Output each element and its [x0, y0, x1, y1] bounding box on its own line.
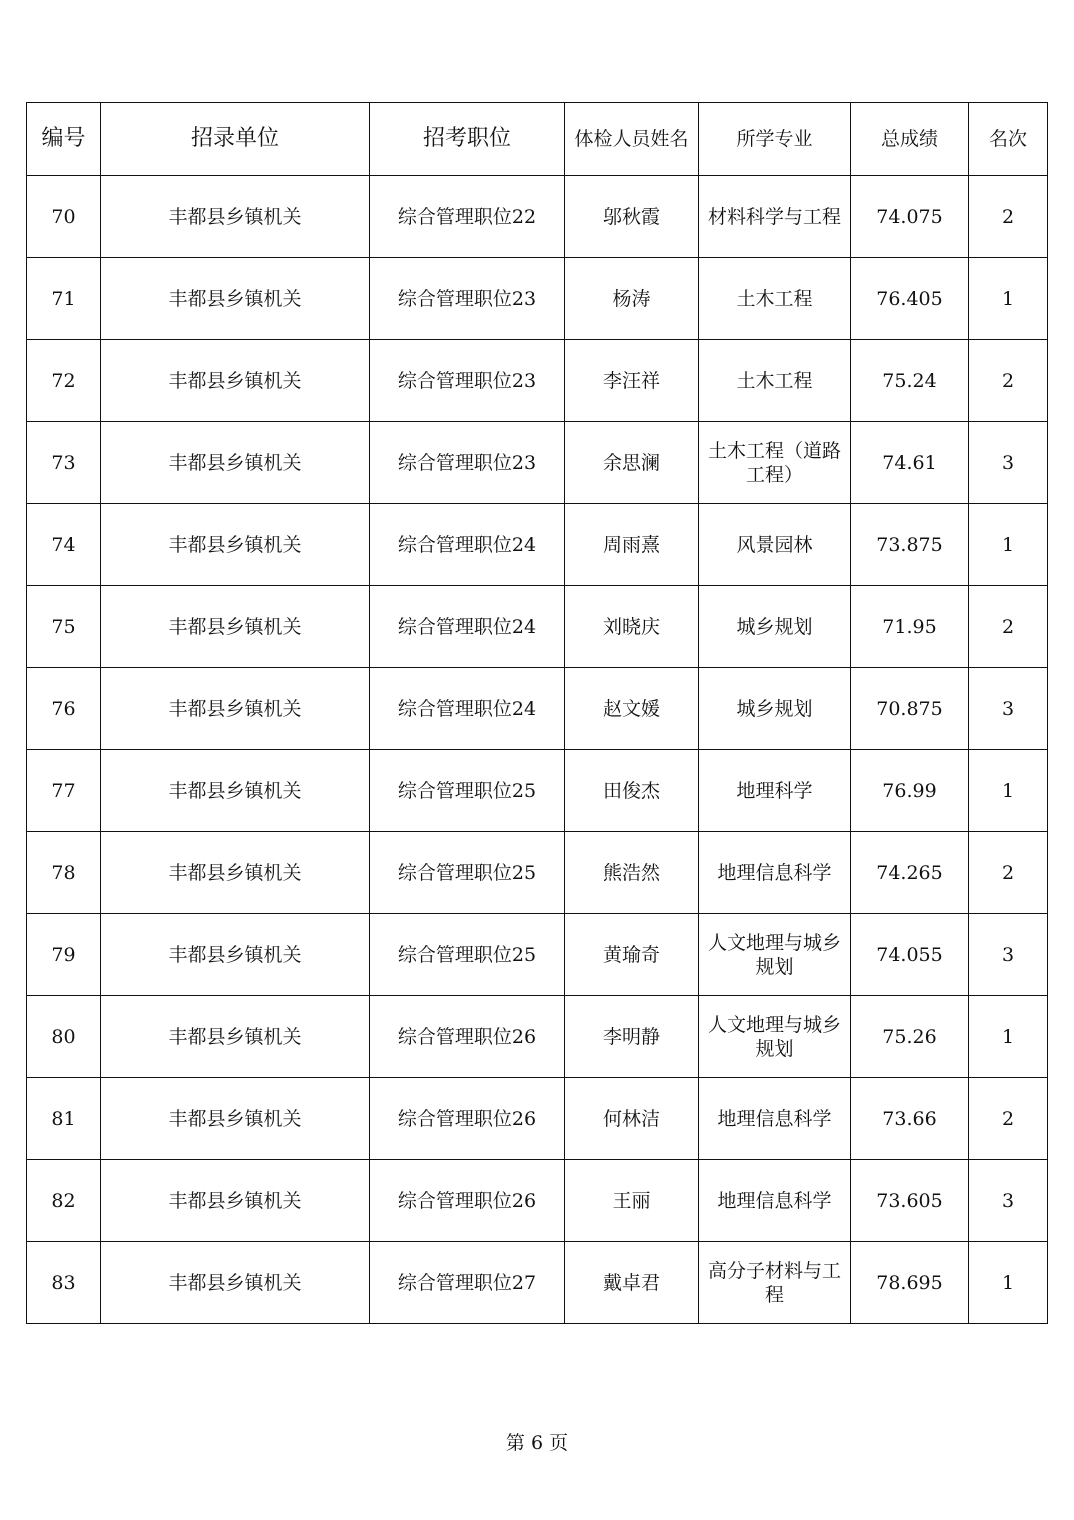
cell-id: 82 [27, 1160, 101, 1242]
header-id: 编号 [27, 103, 101, 176]
cell-position: 综合管理职位25 [370, 832, 565, 914]
cell-name: 戴卓君 [565, 1242, 699, 1324]
cell-id: 71 [27, 258, 101, 340]
table-row [27, 586, 1048, 668]
cell-unit: 丰都县乡镇机关 [101, 750, 370, 832]
cell-id: 70 [27, 176, 101, 258]
cell-unit: 丰都县乡镇机关 [101, 1242, 370, 1324]
table-row [27, 1160, 1048, 1242]
cell-name: 黄瑜奇 [565, 914, 699, 996]
table-row [27, 996, 1048, 1078]
cell-name: 邬秋霞 [565, 176, 699, 258]
cell-rank: 2 [969, 1078, 1048, 1160]
cell-major: 人文地理与城乡规划 [699, 996, 851, 1078]
cell-position: 综合管理职位27 [370, 1242, 565, 1324]
cell-name: 赵文媛 [565, 668, 699, 750]
cell-id: 80 [27, 996, 101, 1078]
table-row [27, 668, 1048, 750]
cell-major: 城乡规划 [699, 586, 851, 668]
cell-rank: 2 [969, 586, 1048, 668]
cell-unit: 丰都县乡镇机关 [101, 258, 370, 340]
table-row [27, 750, 1048, 832]
cell-major: 材料科学与工程 [699, 176, 851, 258]
table-body [27, 176, 1048, 1324]
cell-unit: 丰都县乡镇机关 [101, 832, 370, 914]
cell-major: 风景园林 [699, 504, 851, 586]
cell-id: 81 [27, 1078, 101, 1160]
cell-name: 刘晓庆 [565, 586, 699, 668]
cell-score: 73.605 [851, 1160, 969, 1242]
cell-unit: 丰都县乡镇机关 [101, 176, 370, 258]
table-row [27, 176, 1048, 258]
cell-unit: 丰都县乡镇机关 [101, 340, 370, 422]
cell-position: 综合管理职位26 [370, 996, 565, 1078]
cell-rank: 1 [969, 1242, 1048, 1324]
header-name: 体检人员姓名 [565, 103, 699, 176]
cell-major: 地理信息科学 [699, 832, 851, 914]
cell-id: 83 [27, 1242, 101, 1324]
cell-score: 74.265 [851, 832, 969, 914]
cell-score: 74.075 [851, 176, 969, 258]
cell-name: 李明静 [565, 996, 699, 1078]
cell-position: 综合管理职位26 [370, 1078, 565, 1160]
cell-score: 71.95 [851, 586, 969, 668]
cell-score: 76.99 [851, 750, 969, 832]
cell-score: 74.61 [851, 422, 969, 504]
cell-major: 土木工程 [699, 258, 851, 340]
cell-id: 76 [27, 668, 101, 750]
header-rank: 名次 [969, 103, 1048, 176]
cell-id: 79 [27, 914, 101, 996]
cell-rank: 1 [969, 996, 1048, 1078]
cell-major: 城乡规划 [699, 668, 851, 750]
cell-name: 李汪祥 [565, 340, 699, 422]
page-number: 第 6 页 [505, 1432, 569, 1454]
cell-rank: 3 [969, 1160, 1048, 1242]
cell-major: 土木工程（道路工程） [699, 422, 851, 504]
header-unit: 招录单位 [101, 103, 370, 176]
cell-major: 地理信息科学 [699, 1078, 851, 1160]
cell-unit: 丰都县乡镇机关 [101, 586, 370, 668]
cell-rank: 1 [969, 258, 1048, 340]
cell-score: 73.875 [851, 504, 969, 586]
cell-rank: 3 [969, 914, 1048, 996]
table-row [27, 1242, 1048, 1324]
cell-name: 王丽 [565, 1160, 699, 1242]
cell-unit: 丰都县乡镇机关 [101, 914, 370, 996]
table-row [27, 832, 1048, 914]
cell-unit: 丰都县乡镇机关 [101, 1078, 370, 1160]
table-row [27, 258, 1048, 340]
cell-unit: 丰都县乡镇机关 [101, 422, 370, 504]
cell-rank: 3 [969, 668, 1048, 750]
table-header-row [27, 103, 1048, 176]
table-row [27, 422, 1048, 504]
cell-id: 72 [27, 340, 101, 422]
cell-unit: 丰都县乡镇机关 [101, 1160, 370, 1242]
cell-unit: 丰都县乡镇机关 [101, 504, 370, 586]
cell-name: 田俊杰 [565, 750, 699, 832]
cell-id: 77 [27, 750, 101, 832]
cell-id: 78 [27, 832, 101, 914]
cell-rank: 2 [969, 176, 1048, 258]
cell-position: 综合管理职位26 [370, 1160, 565, 1242]
header-major: 所学专业 [699, 103, 851, 176]
cell-score: 75.26 [851, 996, 969, 1078]
cell-position: 综合管理职位23 [370, 340, 565, 422]
cell-unit: 丰都县乡镇机关 [101, 996, 370, 1078]
header-score: 总成绩 [851, 103, 969, 176]
cell-name: 何林洁 [565, 1078, 699, 1160]
cell-major: 地理科学 [699, 750, 851, 832]
cell-rank: 1 [969, 504, 1048, 586]
cell-score: 73.66 [851, 1078, 969, 1160]
cell-score: 75.24 [851, 340, 969, 422]
cell-rank: 2 [969, 832, 1048, 914]
table-row [27, 914, 1048, 996]
cell-major: 地理信息科学 [699, 1160, 851, 1242]
cell-major: 高分子材料与工程 [699, 1242, 851, 1324]
header-position: 招考职位 [370, 103, 565, 176]
cell-position: 综合管理职位24 [370, 586, 565, 668]
cell-position: 综合管理职位24 [370, 668, 565, 750]
cell-score: 74.055 [851, 914, 969, 996]
cell-name: 杨涛 [565, 258, 699, 340]
cell-name: 熊浩然 [565, 832, 699, 914]
cell-name: 周雨熹 [565, 504, 699, 586]
cell-position: 综合管理职位22 [370, 176, 565, 258]
cell-score: 70.875 [851, 668, 969, 750]
cell-score: 78.695 [851, 1242, 969, 1324]
cell-position: 综合管理职位23 [370, 422, 565, 504]
cell-rank: 2 [969, 340, 1048, 422]
cell-rank: 3 [969, 422, 1048, 504]
cell-major: 人文地理与城乡规划 [699, 914, 851, 996]
cell-unit: 丰都县乡镇机关 [101, 668, 370, 750]
cell-position: 综合管理职位25 [370, 750, 565, 832]
cell-position: 综合管理职位24 [370, 504, 565, 586]
table-row [27, 504, 1048, 586]
results-table [26, 102, 1048, 1324]
cell-position: 综合管理职位23 [370, 258, 565, 340]
cell-major: 土木工程 [699, 340, 851, 422]
cell-id: 73 [27, 422, 101, 504]
cell-id: 74 [27, 504, 101, 586]
table-row [27, 340, 1048, 422]
cell-position: 综合管理职位25 [370, 914, 565, 996]
cell-rank: 1 [969, 750, 1048, 832]
cell-id: 75 [27, 586, 101, 668]
table-row [27, 1078, 1048, 1160]
cell-name: 余思澜 [565, 422, 699, 504]
cell-score: 76.405 [851, 258, 969, 340]
